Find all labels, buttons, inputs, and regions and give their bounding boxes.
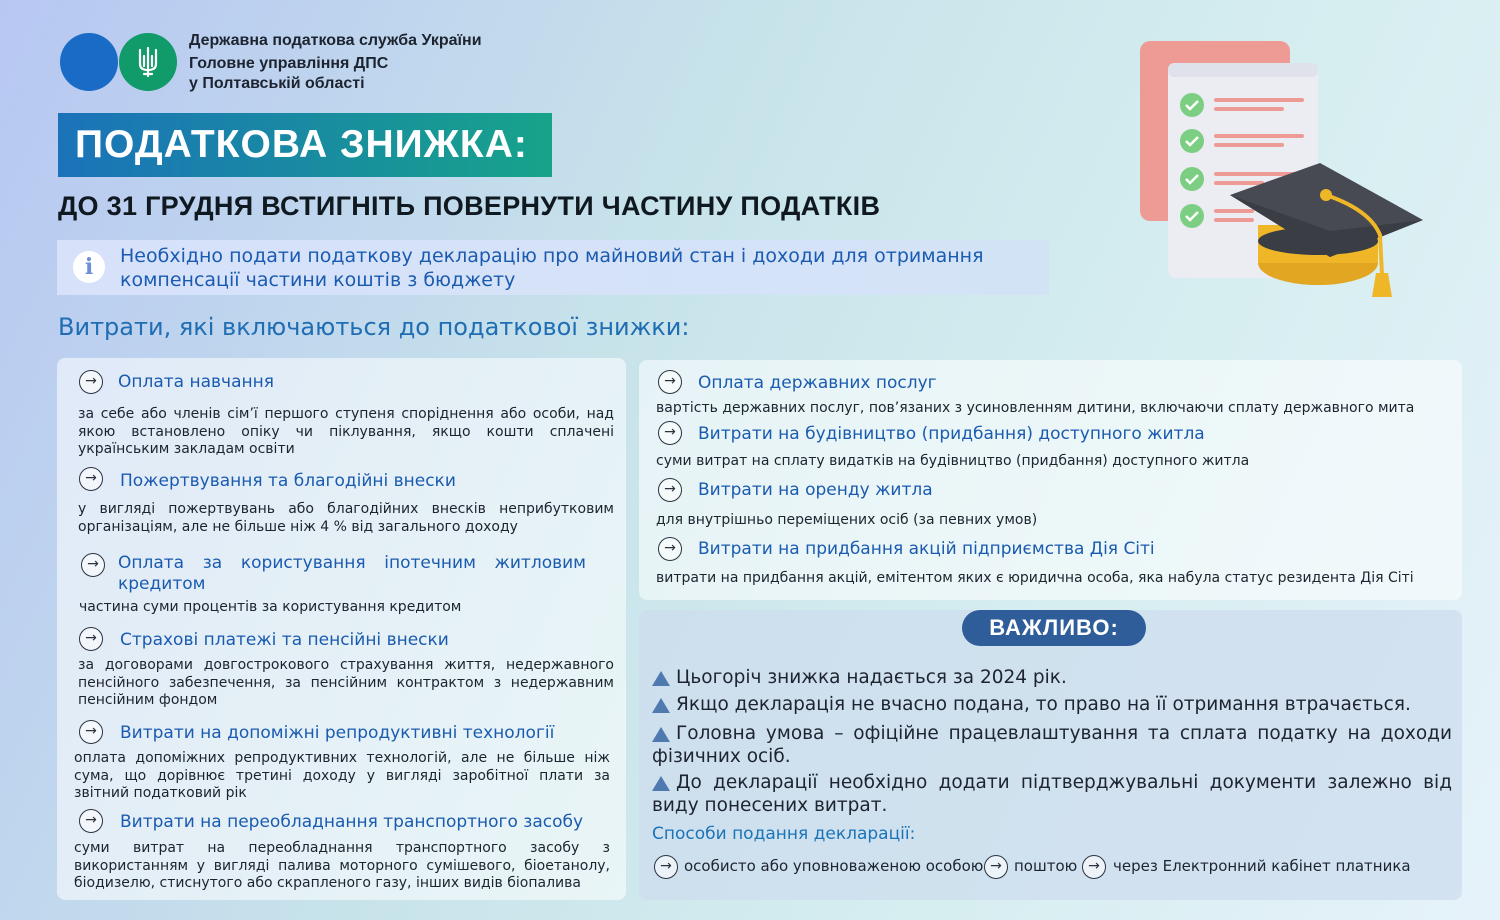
arrow-right-icon: → (79, 809, 103, 833)
organization-name (189, 31, 482, 94)
expense-title: Оплата державних послуг (698, 373, 937, 393)
important-bullet: Якщо декларація не вчасно подана, то право на її отримання втрачається. (652, 693, 1452, 716)
logo-blue-circle (60, 33, 118, 91)
expense-title: Пожертвування та благодійні внески (120, 471, 456, 491)
triangle-bullet-icon (652, 727, 670, 742)
info-text: Необхідно подати податкову декларацію про майновий стан і доходи для отримання компенсації частини коштів з бюджету (120, 245, 984, 291)
arrow-right-icon: → (984, 855, 1008, 879)
arrow-right-icon: → (1082, 855, 1106, 879)
org-line-2: Головне управління ДПС (189, 55, 389, 72)
expense-description: витрати на придбання акцій, емітентом яких є юридична особа, яка набула статус резидента Дія Сіті (656, 570, 1414, 586)
expense-description: суми витрат на переобладнання транспортного засобу з використанням у вигляді палива моторного сумішевого, біоетанолу, біодизелю, стиснутого або скрапленого газу, інших видів біопалива (74, 840, 610, 891)
expense-description: оплата допоміжних репродуктивних технологій, але не більше ніж сума, що дорівнює третині доходу у вигляді заробітної плати за звітний податковий рік (74, 750, 610, 801)
method-mail: поштою (1014, 857, 1078, 875)
expense-title: Витрати на оренду житла (698, 480, 933, 500)
method-in-person: особисто або уповноваженою особою (684, 857, 984, 875)
method-electronic-cabinet: через Електронний кабінет платника (1113, 857, 1411, 875)
arrow-right-icon: → (79, 720, 103, 744)
expense-title: Витрати на допоміжні репродуктивні технології (120, 723, 555, 743)
trident-logo-icon (119, 33, 177, 91)
important-bullet: Цьогоріч знижка надається за 2024 рік. (652, 666, 1452, 689)
arrow-right-icon: → (79, 467, 103, 491)
arrow-right-icon: → (79, 627, 103, 651)
expense-title: Страхові платежі та пенсійні внески (120, 630, 449, 650)
org-line-1: Державна податкова служба України (189, 32, 482, 49)
arrow-right-icon: → (658, 537, 682, 561)
document-graduation-cap-illustration (1130, 35, 1430, 304)
expense-description: за договорами довгострокового страхування життя, недержавного пенсійного забезпечення, за пенсійним контрактом з недержавним пенсійним фондом (78, 657, 614, 708)
triangle-bullet-icon (652, 671, 670, 686)
arrow-right-icon: → (81, 553, 105, 577)
arrow-right-icon: → (658, 421, 682, 445)
expense-description: за себе або членів сім’ї першого ступеня споріднення або особи, над якою встановлено опіку чи піклування, якщо кошти сплачені українським закладам освіти (78, 406, 614, 457)
expense-title-line1: Оплата за користування іпотечним житловим (118, 553, 586, 573)
section-heading: Витрати, які включаються до податкової знижки: (58, 313, 690, 341)
important-bullet: До декларації необхідно додати підтверджувальні документи залежно від виду понесених витрат. (652, 772, 1452, 816)
expense-description: у вигляді пожертвувань або благодійних внесків неприбутковим організаціям, але не більше ніж 4 % від загального доходу (78, 501, 614, 535)
arrow-right-icon: → (658, 478, 682, 502)
important-bullet: Головна умова – офіційне працевлаштування та сплата податку на доходи фізичних осіб. (652, 723, 1452, 767)
arrow-right-icon: → (658, 370, 682, 394)
triangle-bullet-icon (652, 698, 670, 713)
important-badge: ВАЖЛИВО: (962, 610, 1146, 646)
arrow-right-icon: → (654, 855, 678, 879)
expense-title: Витрати на будівництво (придбання) доступного житла (698, 424, 1205, 444)
expense-title: Витрати на переобладнання транспортного засобу (120, 812, 584, 832)
arrow-right-icon: → (79, 370, 103, 394)
expense-title: Оплата навчання (118, 372, 274, 392)
expense-description: вартість державних послуг, пов’язаних з усиновленням дитини, включаючи сплату державного мита (656, 400, 1415, 416)
expense-description: для внутрішньо переміщених осіб (за певних умов) (656, 512, 1038, 528)
expense-description: частина суми процентів за користування кредитом (79, 599, 462, 615)
page-title: ПОДАТКОВА ЗНИЖКА: (75, 123, 528, 166)
triangle-bullet-icon (652, 776, 670, 791)
org-line-3: у Полтавській області (189, 75, 365, 92)
info-icon: i (73, 251, 105, 283)
expense-description: суми витрат на сплату видатків на будівництво (придбання) доступного житла (656, 453, 1250, 469)
submission-methods-heading: Способи подання декларації: (652, 824, 916, 844)
title-banner (58, 113, 552, 177)
page-subtitle: ДО 31 ГРУДНЯ ВСТИГНІТЬ ПОВЕРНУТИ ЧАСТИНУ ПОДАТКІВ (58, 191, 881, 221)
expense-title: Витрати на придбання акцій підприємства Дія Сіті (698, 539, 1155, 559)
expense-title: кредитом (118, 574, 206, 594)
